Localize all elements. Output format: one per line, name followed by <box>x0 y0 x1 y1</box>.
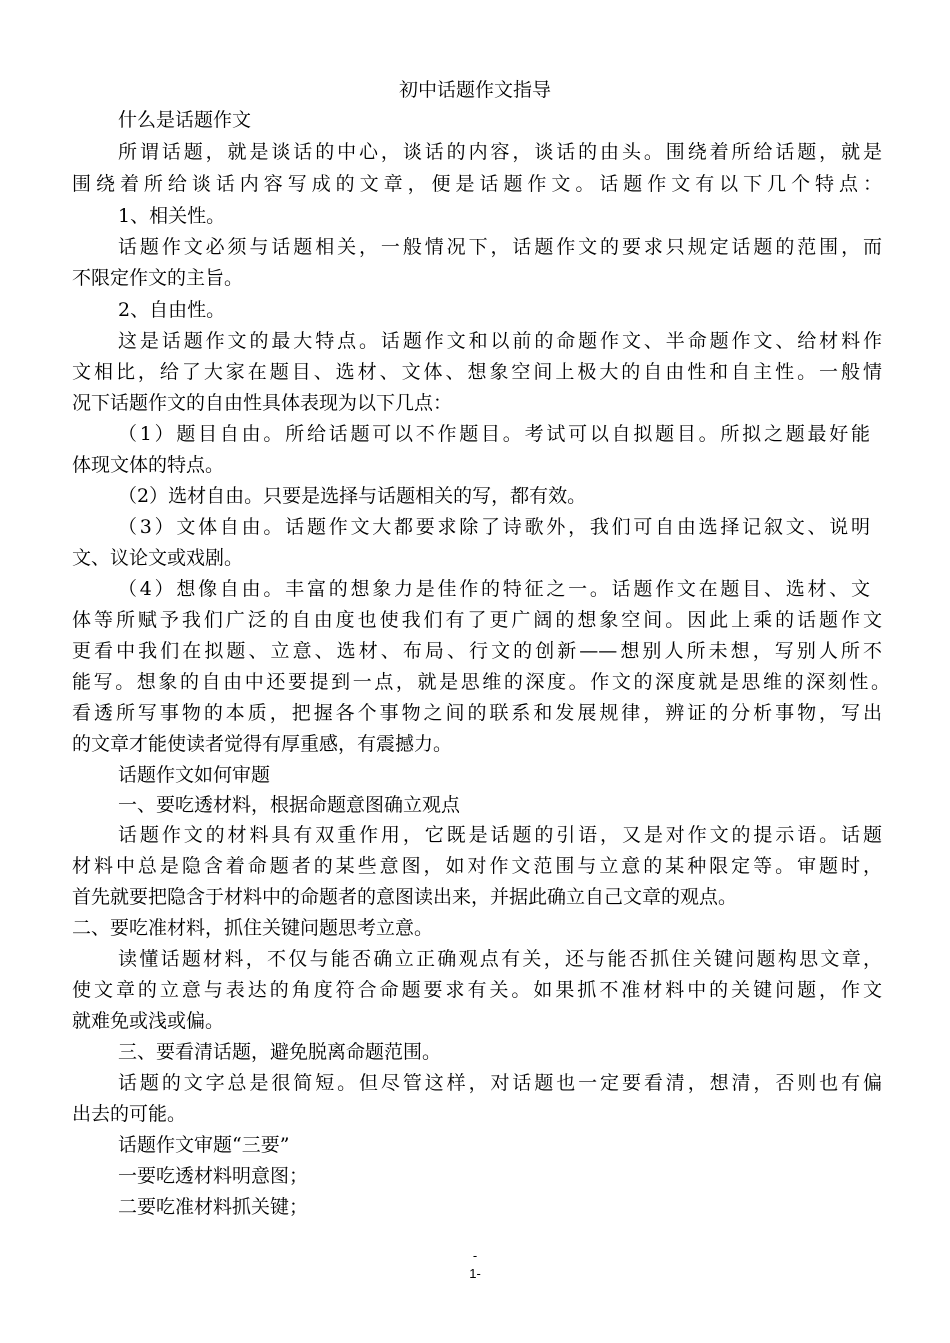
paragraph-line: 围绕着所给谈话内容写成的文章，便是话题作文。话题作文有以下几个特点： <box>72 173 882 195</box>
paragraph-line: 所谓话题，就是谈话的中心，谈话的内容，谈话的由头。围绕着所给话题，就是 <box>118 141 882 163</box>
paragraph-line: 更看中我们在拟题、立意、选材、布局、行文的创新——想别人所未想，写别人所不 <box>72 640 882 662</box>
subsection-heading: 二、要吃准材料，抓住关键问题思考立意。 <box>72 917 434 939</box>
section-heading: 什么是话题作文 <box>118 109 252 131</box>
paragraph-line: 话题作文的材料具有双重作用，它既是话题的引语，又是对作文的提示语。话题 <box>118 824 882 846</box>
paragraph-line: 文相比，给了大家在题目、选材、文体、想象空间上极大的自由性和自主性。一般情 <box>72 361 882 383</box>
page-number: 1- <box>469 1266 481 1281</box>
paragraph-line: 的文章才能使读者觉得有厚重感，有震撼力。 <box>72 733 453 755</box>
paragraph-line: 首先就要把隐含于材料中的命题者的意图读出来，并据此确立自己文章的观点。 <box>72 886 738 908</box>
subsection-heading: 一、要吃透材料，根据命题意图确立观点 <box>118 794 461 816</box>
footer-dash: - <box>472 1248 478 1263</box>
paragraph-line: 况下话题作文的自由性具体表现为以下几点： <box>72 392 453 414</box>
paragraph-line: 看透所写事物的本质，把握各个事物之间的联系和发展规律，辨证的分析事物，写出 <box>72 702 882 724</box>
paragraph-line: 这是话题作文的最大特点。话题作文和以前的命题作文、半命题作文、给材料作 <box>118 330 882 352</box>
list-item: （3）文体自由。话题作文大都要求除了诗歌外，我们可自由选择记叙文、说明 <box>118 516 870 538</box>
list-item: 一要吃透材料明意图； <box>118 1165 309 1187</box>
paragraph-line: 体等所赋予我们广泛的自由度也使我们有了更广阔的想象空间。因此上乘的话题作文 <box>72 609 882 631</box>
paragraph-line: 能写。想象的自由中还要提到一点，就是思维的深度。作文的深度就是思维的深刻性。 <box>72 671 890 693</box>
paragraph-line: 文、议论文或戏剧。 <box>72 547 244 569</box>
list-item: （2）选材自由。只要是选择与话题相关的写，都有效。 <box>118 485 587 507</box>
section-heading: 话题作文如何审题 <box>118 764 271 786</box>
paragraph-line: 出去的可能。 <box>72 1103 187 1125</box>
paragraph-line: 使文章的立意与表达的角度符合命题要求有关。如果抓不准材料中的关键问题，作文 <box>72 979 882 1001</box>
paragraph-line: 读懂话题材料，不仅与能否确立正确观点有关，还与能否抓住关键问题构思文章， <box>118 948 882 970</box>
list-heading: 2、自由性。 <box>118 299 226 321</box>
subsection-heading: 三、要看清话题，避免脱离命题范围。 <box>118 1041 442 1063</box>
paragraph-line: 不限定作文的主旨。 <box>72 267 244 289</box>
paragraph-line: 就难免或浅或偏。 <box>72 1010 225 1032</box>
list-heading: 1、相关性。 <box>118 205 226 227</box>
list-item: 二要吃准材料抓关键； <box>118 1196 309 1218</box>
paragraph-line: 体现文体的特点。 <box>72 454 225 476</box>
paragraph-line: 话题作文必须与话题相关，一般情况下，话题作文的要求只规定话题的范围，而 <box>118 236 882 258</box>
paragraph-line: 材料中总是隐含着命题者的某些意图，如对作文范围与立意的某种限定等。审题时， <box>72 855 882 877</box>
document-title: 初中话题作文指导 <box>398 79 551 101</box>
list-item: （4）想像自由。丰富的想象力是佳作的特征之一。话题作文在题目、选材、文 <box>118 578 870 600</box>
section-heading: 话题作文审题“三要” <box>118 1134 290 1156</box>
paragraph-line: 话题的文字总是很简短。但尽管这样，对话题也一定要看清，想清，否则也有偏 <box>118 1072 882 1094</box>
list-item: （1）题目自由。所给话题可以不作题目。考试可以自拟题目。所拟之题最好能 <box>118 423 870 445</box>
